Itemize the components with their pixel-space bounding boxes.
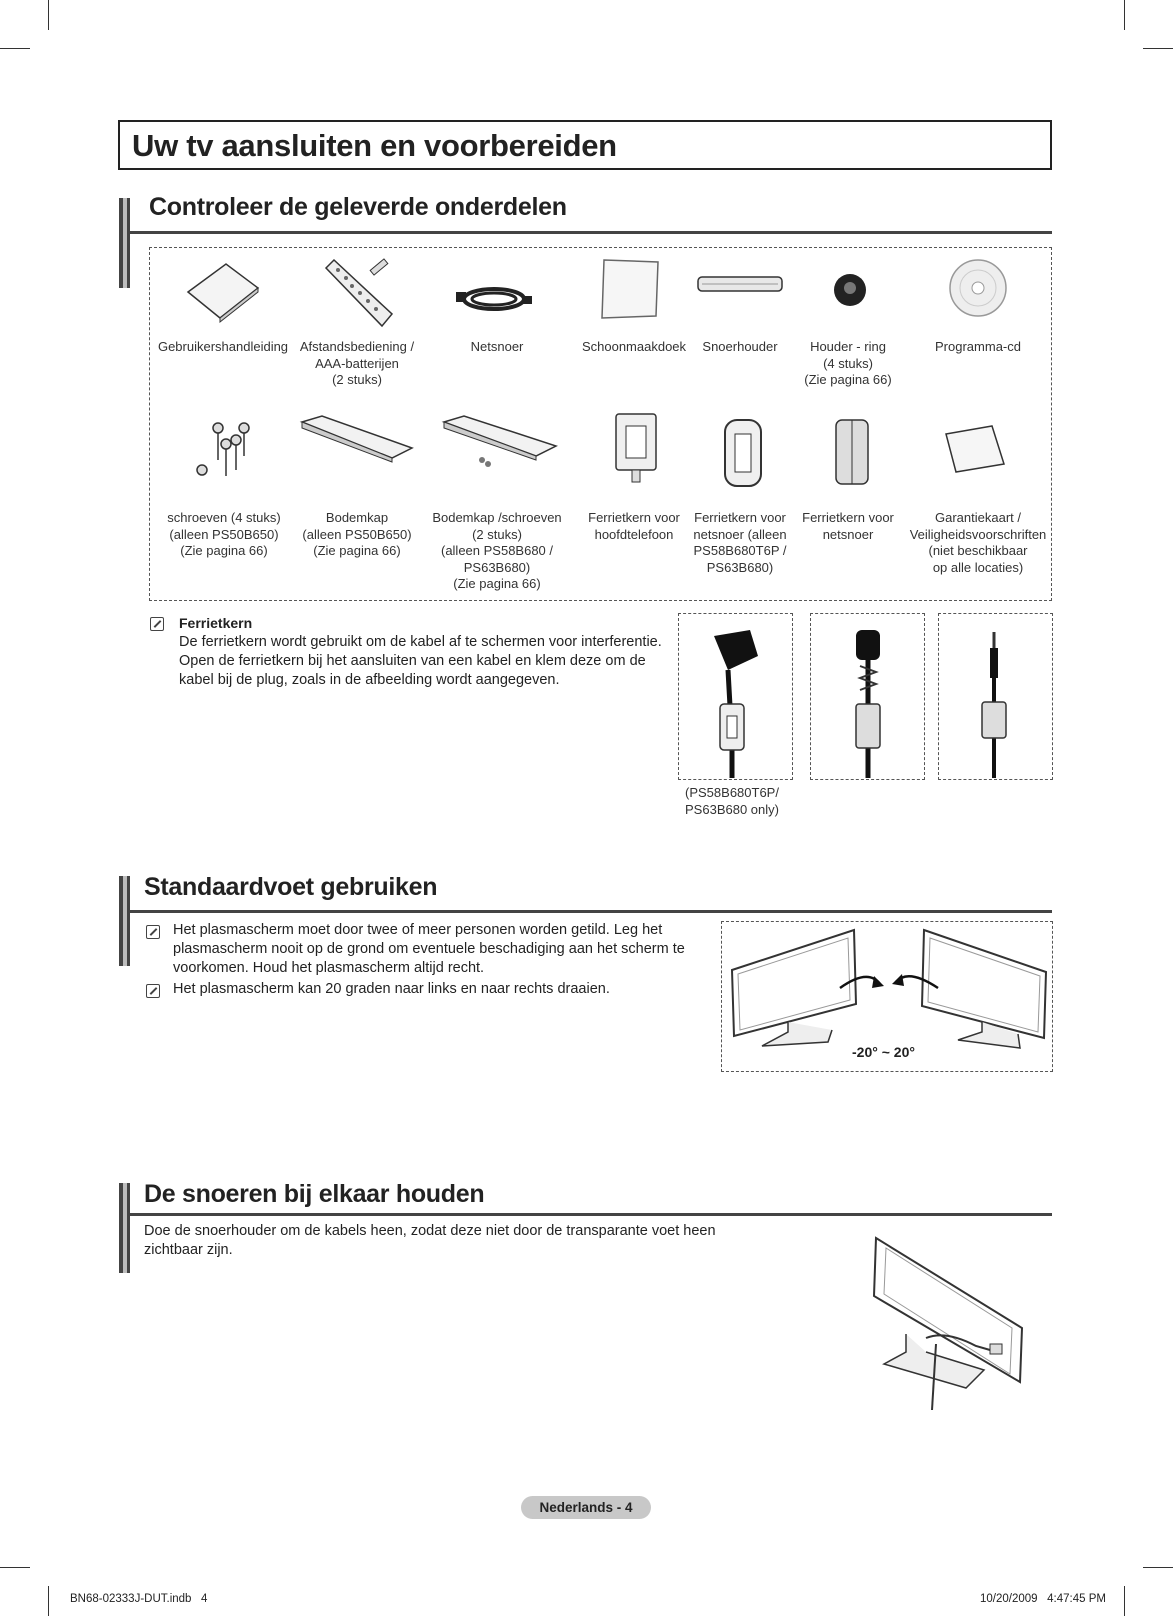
- crop-mark: [1143, 48, 1173, 49]
- holder-ring-icon: [832, 272, 868, 308]
- crop-mark: [1124, 1586, 1125, 1616]
- page-title: Uw tv aansluiten en voorbereiden: [132, 128, 617, 163]
- ferrite-core-headphone-icon: [612, 412, 660, 484]
- item-label: Houder - ring (4 stuks) (Zie pagina 66): [804, 339, 892, 387]
- page-number-badge: Nederlands - 4: [521, 1496, 651, 1519]
- ferrite-power-plug-icon: [708, 626, 772, 778]
- remote-icon: [322, 258, 398, 330]
- cleaning-cloth-icon: [598, 258, 662, 320]
- note-icon: [146, 984, 160, 998]
- item-label: Garantiekaart / Veiligheidsvoorschriften (niet beschikbaar op alle locaties): [909, 510, 1047, 575]
- manual-icon: [186, 262, 260, 322]
- crop-mark: [1124, 0, 1125, 30]
- cable-holder-icon: [696, 274, 784, 296]
- note-icon: [150, 617, 164, 631]
- crop-mark: [1143, 1567, 1173, 1568]
- screws-icon: [192, 420, 258, 480]
- section-title-cables: De snoeren bij elkaar houden: [144, 1180, 485, 1208]
- item-label: schroeven (4 stuks) (alleen PS50B650) (Zie pagina 66): [167, 510, 281, 558]
- section-marker: [119, 1183, 130, 1273]
- section-rule: [130, 910, 1052, 913]
- crop-mark: [0, 1567, 30, 1568]
- footer-file: BN68-02333J-DUT.indb 4: [70, 1593, 208, 1605]
- note-icon: [146, 925, 160, 939]
- item-label: Snoerhouder: [702, 339, 778, 354]
- crop-mark: [0, 48, 30, 49]
- section-rule: [130, 1213, 1052, 1216]
- ferrite-caption: (PS58B680T6P/ PS63B680 only): [685, 785, 779, 817]
- page-title-box: [118, 120, 1052, 170]
- tv-back-cable-holder-illustration: [866, 1234, 1032, 1414]
- cd-icon: [948, 258, 1008, 318]
- item-label: Programma-cd: [935, 339, 1021, 354]
- item-label: Bodemkap (alleen PS50B650) (Zie pagina 66): [302, 510, 412, 558]
- item-label: Afstandsbediening / AAA-batterijen (2 stuks): [299, 339, 415, 387]
- section-rule: [130, 231, 1052, 234]
- tv-swivel-illustration: [728, 926, 1048, 1050]
- ferrite-core-power-icon: [722, 418, 764, 488]
- base-cover-screws-icon: [442, 414, 558, 468]
- swivel-angle-label: -20° ~ 20°: [852, 1044, 915, 1060]
- warranty-card-icon: [944, 424, 1006, 474]
- stand-note-2: Het plasmascherm kan 20 graden naar links en naar rechts draaien.: [173, 981, 610, 997]
- item-label: Bodemkap /schroeven (2 stuks) (alleen PS58B680 / PS63B680) (Zie pagina 66): [432, 510, 562, 591]
- ferrite-headphone-plug-icon: [976, 630, 1016, 778]
- item-label: Ferrietkern voor hoofdtelefoon: [588, 510, 680, 542]
- section-title-contents: Controleer de geleverde onderdelen: [149, 193, 567, 221]
- note-title: Ferrietkern: [179, 615, 253, 631]
- crop-mark: [48, 0, 49, 30]
- base-cover-icon: [300, 414, 414, 462]
- power-cord-icon: [456, 282, 534, 316]
- footer-timestamp: 10/20/2009 4:47:45 PM: [980, 1593, 1106, 1605]
- item-label: Netsnoer: [470, 339, 524, 354]
- item-label: Gebruikershandleiding: [157, 339, 289, 354]
- ferrite-core-icon: [832, 418, 872, 486]
- item-label: Ferrietkern voor netsnoer (alleen PS58B680T6P / PS63B680): [693, 510, 787, 575]
- crop-mark: [48, 1586, 49, 1616]
- cables-text: Doe de snoerhouder om de kabels heen, zodat deze niet door de transparante voet heen zichtbaar zijn.: [144, 1223, 716, 1258]
- ferrite-power-plug-icon: [846, 626, 896, 778]
- section-marker: [119, 876, 130, 966]
- stand-note-1: Het plasmascherm moet door twee of meer personen worden getild. Leg het plasmascherm nooit op de grond om eventuele beschadiging aan het scherm te voorkomen. Houd het plasmascherm altijd recht.: [173, 922, 685, 976]
- section-title-stand: Standaardvoet gebruiken: [144, 873, 438, 901]
- item-label: Ferrietkern voor netsnoer: [802, 510, 894, 542]
- section-marker: [119, 198, 130, 288]
- note-text: De ferrietkern wordt gebruikt om de kabel af te schermen voor interferentie. Open de ferrietkern bij het aansluiten van een kabel en klem deze om de kabel bij de plug, zoals in de afbeelding wordt aangegeven.: [179, 634, 662, 688]
- item-label: Schoonmaakdoek: [581, 339, 687, 354]
